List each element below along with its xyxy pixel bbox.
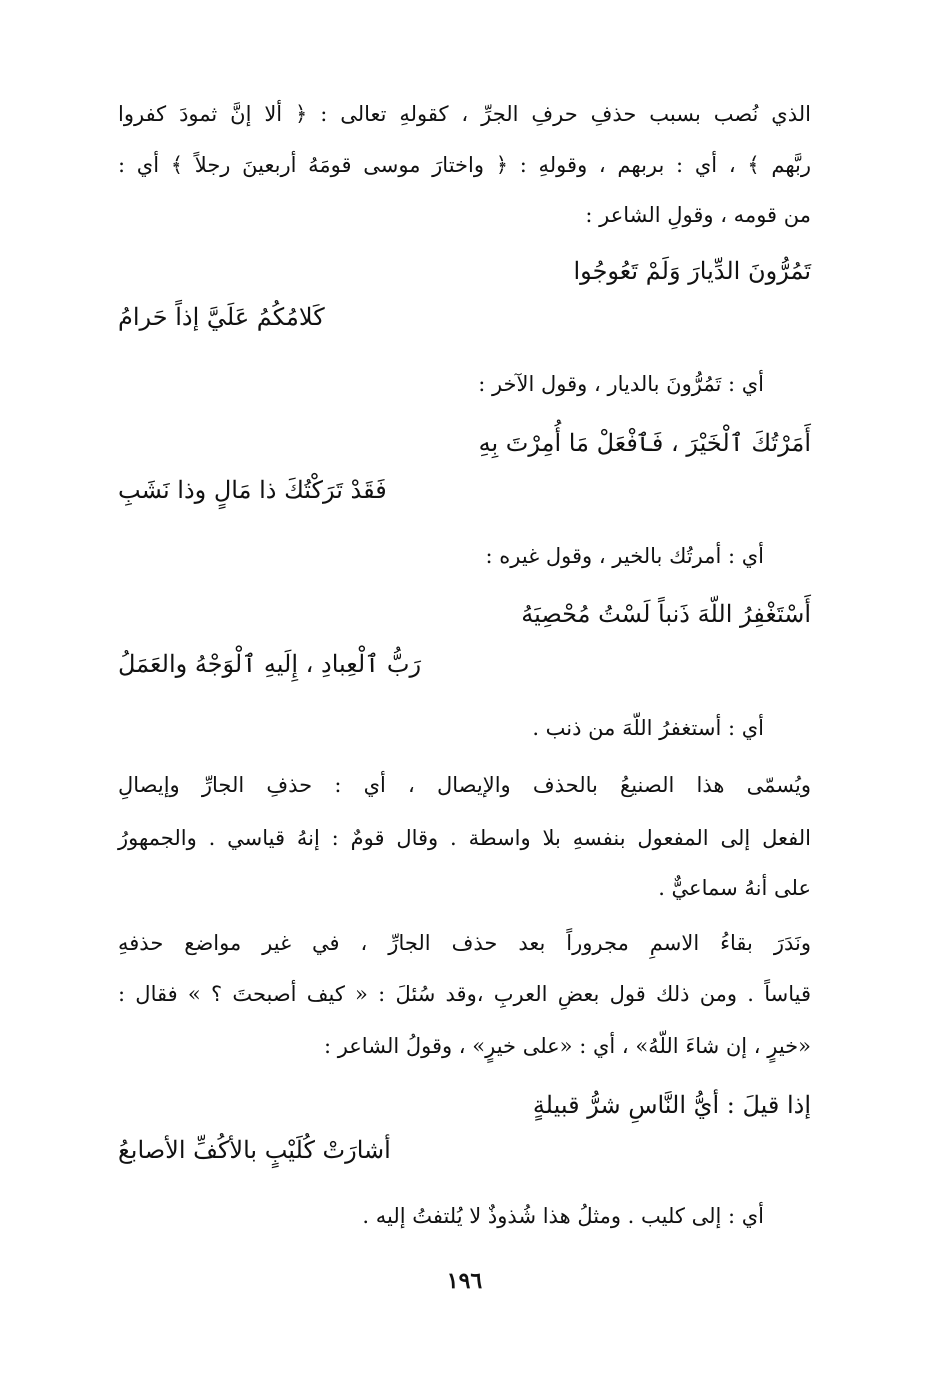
prose-line-3: من قومه ، وقولِ الشاعر : [585,203,811,227]
prose-line-5: أي : أمرتُك بالخير ، وقول غيره : [485,544,764,568]
verse-1-first-hemistich: تَمُرُّونَ الدِّيارَ وَلَمْ تَعُوجُوا [573,257,811,285]
prose-line-7: ويُسمّى هذا الصنيعُ بالحذف والإيصال ، أي : حذفِ الجارِّ وإيصالِ [118,773,811,797]
verse-1-second-hemistich: كَلامُكُمُ عَلَيَّ إذاً حَرامُ [118,303,325,331]
verse-3-second-hemistich: رَبُّ ٱلْعِبادِ ، إِلَيهِ ٱلْوَجْهُ والعَمَلُ [118,650,422,678]
prose-line-4: أي : تَمُرُّونَ بالديار ، وقول الآخر : [478,372,764,396]
prose-line-2: ربَّهم ﴾ ، أي : بربهم ، وقولهِ : ﴿ واختارَ موسى قومَهُ أربعينَ رجلاً ﴾ أي : [118,153,811,177]
prose-line-11: قياساً . ومن ذلك قول بعضِ العربِ ،وقد سُئلَ : « كيف أصبحتَ ؟ » فقال : [118,982,811,1006]
verse-2-first-hemistich: أَمَرْتُكَ ٱلْخَيْرَ ، فَٱفْعَلْ مَا أُمِرْتَ بِهِ [478,429,811,457]
verse-3-first-hemistich: أَسْتَغْفِرُ اللّهَ ذَنباً لَسْتُ مُحْصِيَهُ [521,600,811,628]
prose-line-10: ونَدَرَ بقاءُ الاسمِ مجروراً بعد حذف الجارِّ ، في غير مواضع حذفهِ [118,931,811,955]
prose-line-6: أي : أستغفرُ اللّهَ من ذنب . [532,716,764,740]
prose-line-1: الذي نُصب بسبب حذفِ حرفِ الجرِّ ، كقولهِ تعالى : ﴿ ألا إنَّ ثمودَ كفروا [118,102,811,126]
verse-4-first-hemistich: إذا قيلَ : أيُّ النَّاسِ شرُّ قبيلةٍ [532,1091,811,1119]
verse-4-second-hemistich: أشارَتْ كُلَيْبٍ بالأكُفِّ الأصابعُ [118,1136,391,1164]
prose-line-8: الفعل إلى المفعول بنفسهِ بلا واسطة . وقال قومٌ : إنهُ قياسي . والجمهورُ [118,826,811,850]
verse-2-second-hemistich: فَقَدْ تَرَكْتُكَ ذا مَالٍ وذا نَشَبِ [118,476,387,504]
prose-line-9: على أنهُ سماعيٌّ . [658,876,811,900]
prose-line-12: «خيرٍ ، إن شاءَ اللّهُ» ، أي : «على خيرٍ» ، وقولُ الشاعر : [323,1034,811,1058]
prose-line-13: أي : إلى كليب . ومثلُ هذا شُذوذٌ لا يُلتفتُ إليه . [362,1204,764,1228]
page-number: ١٩٦ [446,1268,483,1294]
